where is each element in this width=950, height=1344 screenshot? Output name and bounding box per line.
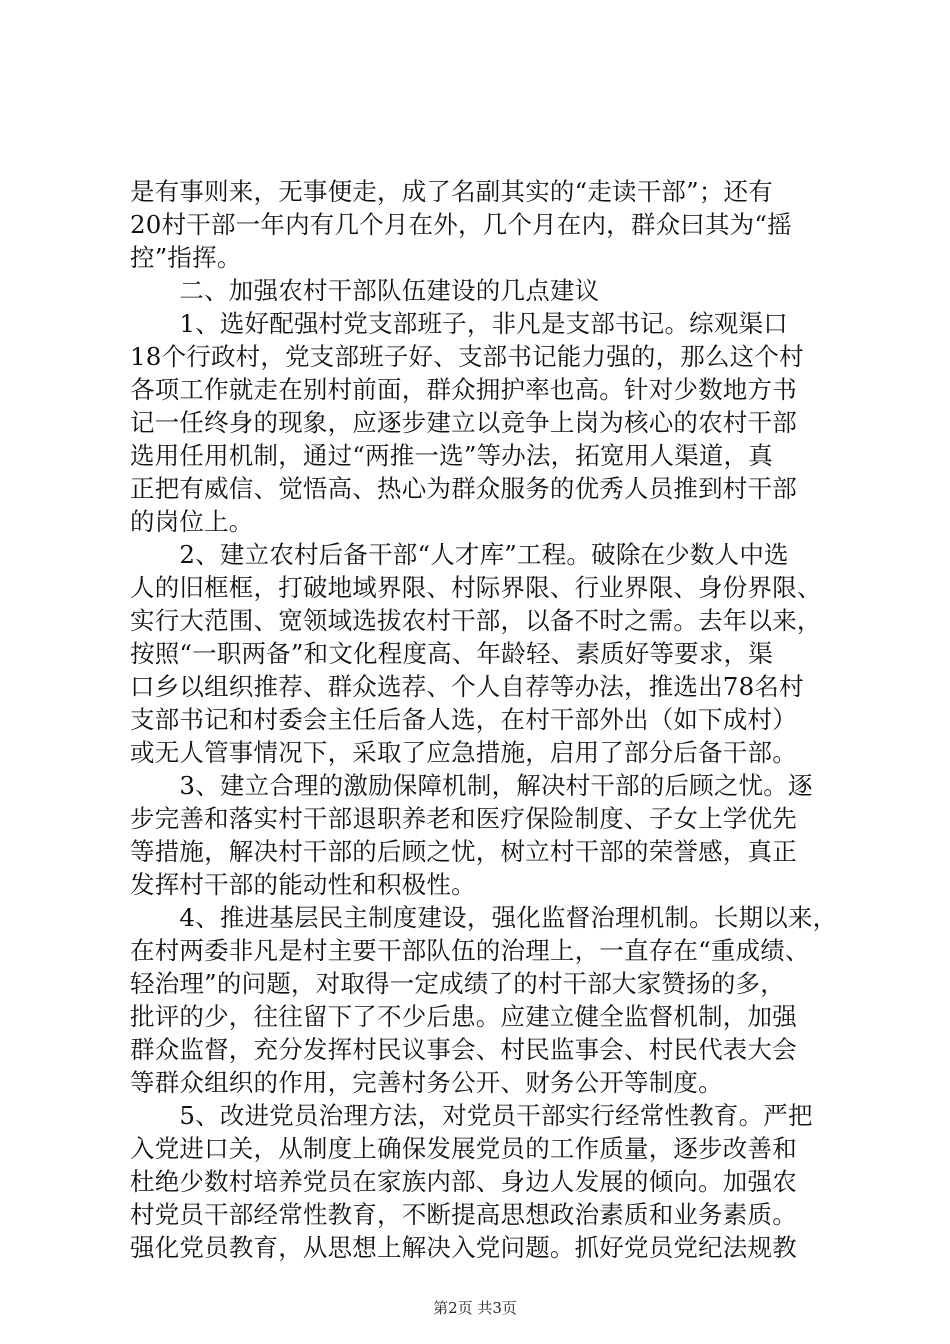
text-line: 支部书记和村委会主任后备人选，在村干部外出（如下成村）	[130, 705, 797, 734]
text-line: 记一任终身的现象，应逐步建立以竞争上岗为核心的农村干部	[130, 408, 797, 437]
text-line: 步完善和落实村干部退职养老和医疗保险制度、子女上学优先	[130, 804, 797, 833]
text-line: 等措施，解决村干部的后顾之忧，树立村干部的荣誉感，真正	[130, 837, 797, 866]
text-line: 等群众组织的作用，完善村务公开、财务公开等制度。	[130, 1068, 723, 1097]
text-line: 轻治理”的问题，对取得一定成绩了的村干部大家赞扬的多，	[130, 969, 785, 998]
text-line: 2、建立农村后备干部“人才库”工程。破除在少数人中选	[130, 540, 789, 569]
text-line: 在村两委非凡是村主要干部队伍的治理上，一直存在“重成绩、	[130, 936, 810, 965]
text-line: 口乡以组织推荐、群众选荐、个人自荐等办法，推选出78名村	[130, 672, 804, 701]
text-line: 入党进口关，从制度上确保发展党员的工作质量，逐步改善和	[130, 1134, 797, 1163]
text-line: 3、建立合理的激励保障机制，解决村干部的后顾之忧。逐	[130, 771, 813, 800]
text-line: 人的旧框框，打破地域界限、村际界限、行业界限、身份界限、	[130, 573, 822, 602]
text-line: 群众监督，充分发挥村民议事会、村民监事会、村民代表大会	[130, 1035, 797, 1064]
text-line: 18个行政村，党支部班子好、支部书记能力强的，那么这个村	[130, 342, 804, 371]
text-line: 按照“一职两备”和文化程度高、年龄轻、素质好等要求，渠	[130, 639, 773, 668]
text-line: 是有事则来，无事便走，成了名副其实的“走读干部”；还有	[130, 177, 773, 206]
text-line: 4、推进基层民主制度建设，强化监督治理机制。长期以来，	[130, 903, 838, 932]
text-line: 或无人管事情况下，采取了应急措施，启用了部分后备干部。	[130, 738, 797, 767]
text-line: 各项工作就走在别村前面，群众拥护率也高。针对少数地方书	[130, 375, 797, 404]
text-line: 村党员干部经常性教育，不断提高思想政治素质和业务素质。	[130, 1200, 797, 1229]
text-line: 强化党员教育，从思想上解决入党问题。抓好党员党纪法规教	[130, 1233, 797, 1262]
text-line: 1、选好配强村党支部班子，非凡是支部书记。综观渠口	[130, 309, 788, 338]
text-line: 发挥村干部的能动性和积极性。	[130, 870, 476, 899]
text-line: 5、改进党员治理方法，对党员干部实行经常性教育。严把	[130, 1101, 813, 1130]
page-number-footer: 第2页 共3页	[433, 1299, 517, 1317]
section-heading: 二、加强农村干部队伍建设的几点建议	[130, 276, 600, 305]
text-line: 批评的少，往往留下了不少后患。应建立健全监督机制，加强	[130, 1002, 797, 1031]
text-line: 实行大范围、宽领域选拔农村干部，以备不时之需。去年以来，	[130, 606, 822, 635]
text-line: 正把有威信、觉悟高、热心为群众服务的优秀人员推到村干部	[130, 474, 797, 503]
text-line: 20村干部一年内有几个月在外，几个月在内，群众曰其为“摇	[130, 210, 792, 239]
text-line: 控”指挥。	[130, 243, 242, 272]
text-line: 选用任用机制，通过“两推一选”等办法，拓宽用人渠道，真	[130, 441, 773, 470]
text-line: 的岗位上。	[130, 507, 254, 536]
text-line: 杜绝少数村培养党员在家族内部、身边人发展的倾向。加强农	[130, 1167, 797, 1196]
